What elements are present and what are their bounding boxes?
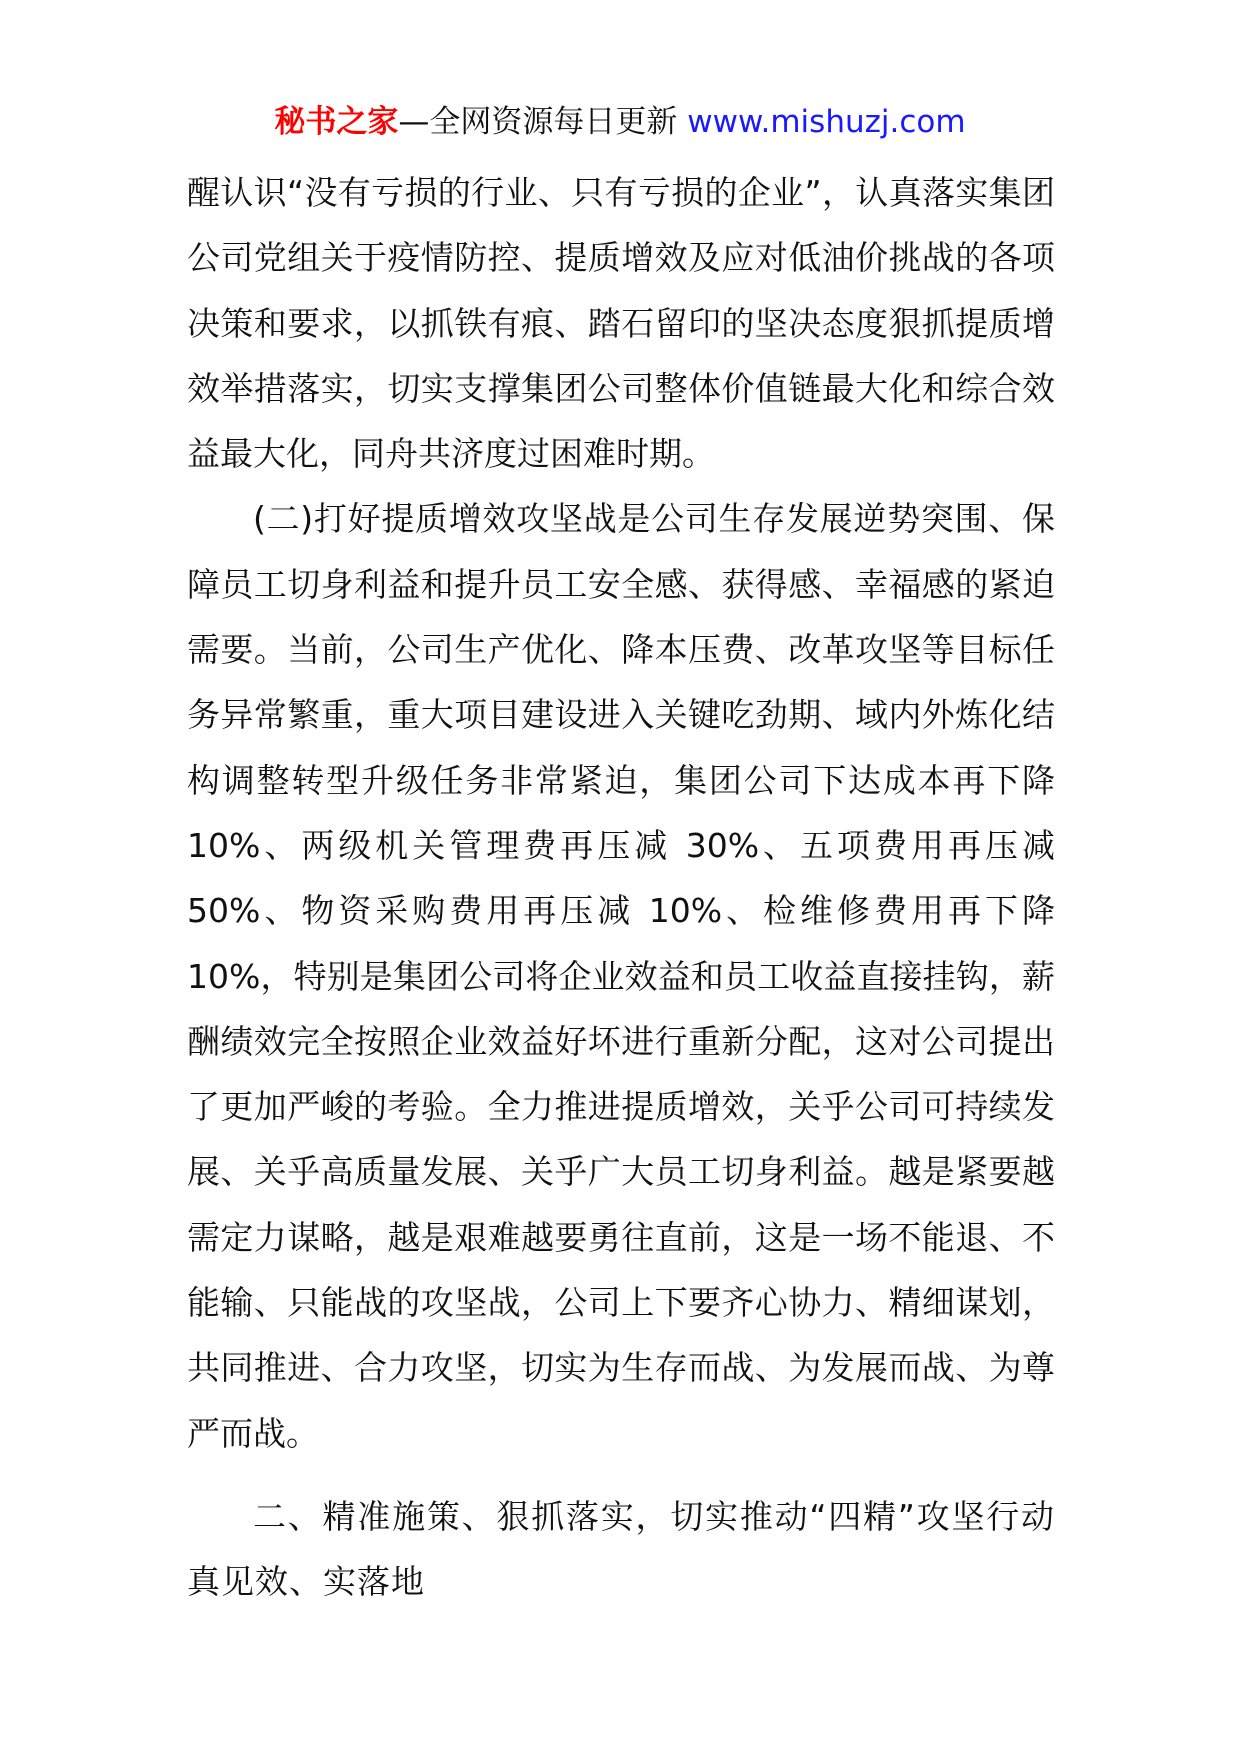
site-brand: 秘书之家: [274, 104, 399, 140]
section-heading-2: 二、精准施策、狠抓落实，切实推动“四精”攻坚行动真见效、实落地: [187, 1496, 1055, 1602]
site-url-link[interactable]: www.mishuzj.com: [687, 104, 966, 140]
paragraph-section-2: (二)打好提质增效攻坚战是公司生存发展逆势突围、保障员工切身利益和提升员工安全感、获得感、幸福感的紧迫需要。当前，公司生产优化、降本压费、改革攻坚等目标任务异常繁重，重大项目建设进入关键吃劲期、域内外炼化结构调整转型升级任务非常紧迫，集团公司下达成本再下降 10%、两级机关管理费再压减 30%、五项费用再压减 50%、物资采购费用再压减 10%、检维修费用再下降 10%，特别是集团公司将企业效益和员工收益直接挂钩，薪酬绩效完全按照企业效益好坏进行重新分配，这对公司提出了更加严峻的考验。全力推进提质增效，关乎公司可持续发展、关乎高质量发展、关乎广大员工切身利益。越是紧要越需定力谋略，越是艰难越要勇往直前，这是一场不能退、不能输、只能战的攻坚战，公司上下要齐心协力、精细谋划，共同推进、合力攻坚，切实为生存而战、为发展而战、为尊严而战。: [187, 499, 1055, 1453]
paragraph-continued: 醒认识“没有亏损的行业、只有亏损的企业”，认真落实集团公司党组关于疫情防控、提质增效及应对低油价挑战的各项决策和要求，以抓铁有痕、踏石留印的坚决态度狠抓提质增效举措落实，切实支撑集团公司整体价值链最大化和综合效益最大化，同舟共济度过困难时期。: [187, 173, 1055, 474]
site-header: [0, 100, 1240, 144]
site-tagline: —全网资源每日更新: [398, 104, 678, 140]
document-body: [187, 160, 1055, 1615]
